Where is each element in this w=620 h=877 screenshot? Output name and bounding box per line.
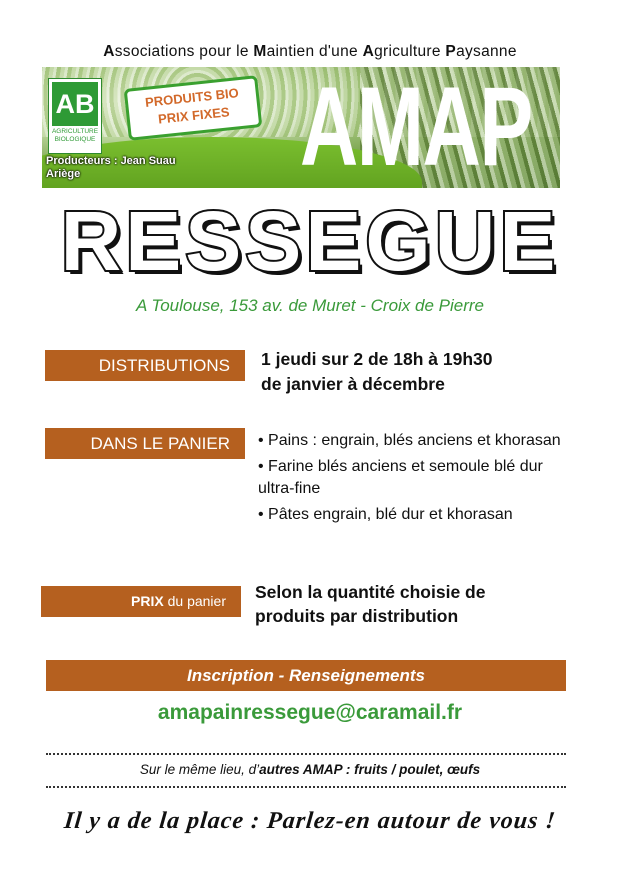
- ab-logo-subtext-1: AGRICULTURE: [51, 128, 99, 135]
- ab-logo-mark: AB: [52, 82, 98, 126]
- prix-text: [255, 580, 485, 628]
- same-place-note: [0, 762, 620, 777]
- stamp-line-2: PRIX FIXES: [157, 104, 231, 127]
- ab-organic-logo: [48, 78, 102, 154]
- panier-list: [258, 430, 578, 530]
- ab-logo-subtext: [49, 128, 101, 144]
- stamp-line-1: PRODUITS BIO: [144, 85, 240, 110]
- producer-line-2: Ariège: [46, 168, 81, 180]
- address: A Toulouse, 153 av. de Muret - Croix de Pierre: [135, 296, 485, 315]
- header-initial-2: M: [253, 43, 267, 60]
- same-place-prefix: Sur le même lieu, d’: [139, 762, 260, 777]
- producer-info: [46, 155, 176, 181]
- distributions-text: [261, 347, 493, 397]
- prix-line-2: produits par distribution: [255, 606, 459, 626]
- panier-label: DANS LE PANIER: [45, 428, 245, 459]
- contact-email[interactable]: amapainressegue@caramail.fr: [157, 701, 463, 724]
- inscription-banner: Inscription - Renseignements: [46, 660, 566, 691]
- prix-line-1: Selon la quantité choisie de: [255, 582, 486, 602]
- ab-logo-subtext-2: BIOLOGIQUE: [54, 136, 96, 143]
- producer-line-1: Producteurs : Jean Suau: [46, 155, 176, 167]
- slogan: Il y a de la place : Parlez-en autour de vous !: [62, 808, 558, 834]
- header-initial-1: A: [103, 43, 115, 60]
- prix-label: [41, 586, 241, 617]
- distributions-line-2: de janvier à décembre: [261, 374, 445, 394]
- header-initial-3: A: [362, 43, 375, 60]
- prix-label-rest: du panier: [163, 593, 226, 609]
- list-item: • Farine blés anciens et semoule blé dur ultra-fine: [258, 458, 543, 497]
- list-item: • Pains : engrain, blés anciens et khorasan: [258, 432, 561, 449]
- list-item: • Pâtes engrain, blé dur et khorasan: [258, 506, 513, 523]
- header-rest-2: aintien d'une: [266, 43, 363, 60]
- same-place-bold: autres AMAP : fruits / poulet, œufs: [259, 762, 481, 777]
- distributions-label: DISTRIBUTIONS: [45, 350, 245, 381]
- header-rest-3: griculture: [374, 43, 446, 60]
- prix-label-bold: PRIX: [131, 593, 164, 609]
- association-header: [0, 43, 620, 61]
- dotted-divider-top: [46, 753, 566, 755]
- header-rest-1: ssociations pour le: [114, 43, 254, 60]
- distributions-line-1: 1 jeudi sur 2 de 18h à 19h30: [261, 349, 493, 369]
- main-title: RESSEGUE: [60, 194, 560, 288]
- header-rest-4: aysanne: [456, 43, 517, 60]
- header-initial-4: P: [445, 43, 457, 60]
- amap-title: AMAP: [300, 64, 532, 189]
- dotted-divider-bottom: [46, 786, 566, 788]
